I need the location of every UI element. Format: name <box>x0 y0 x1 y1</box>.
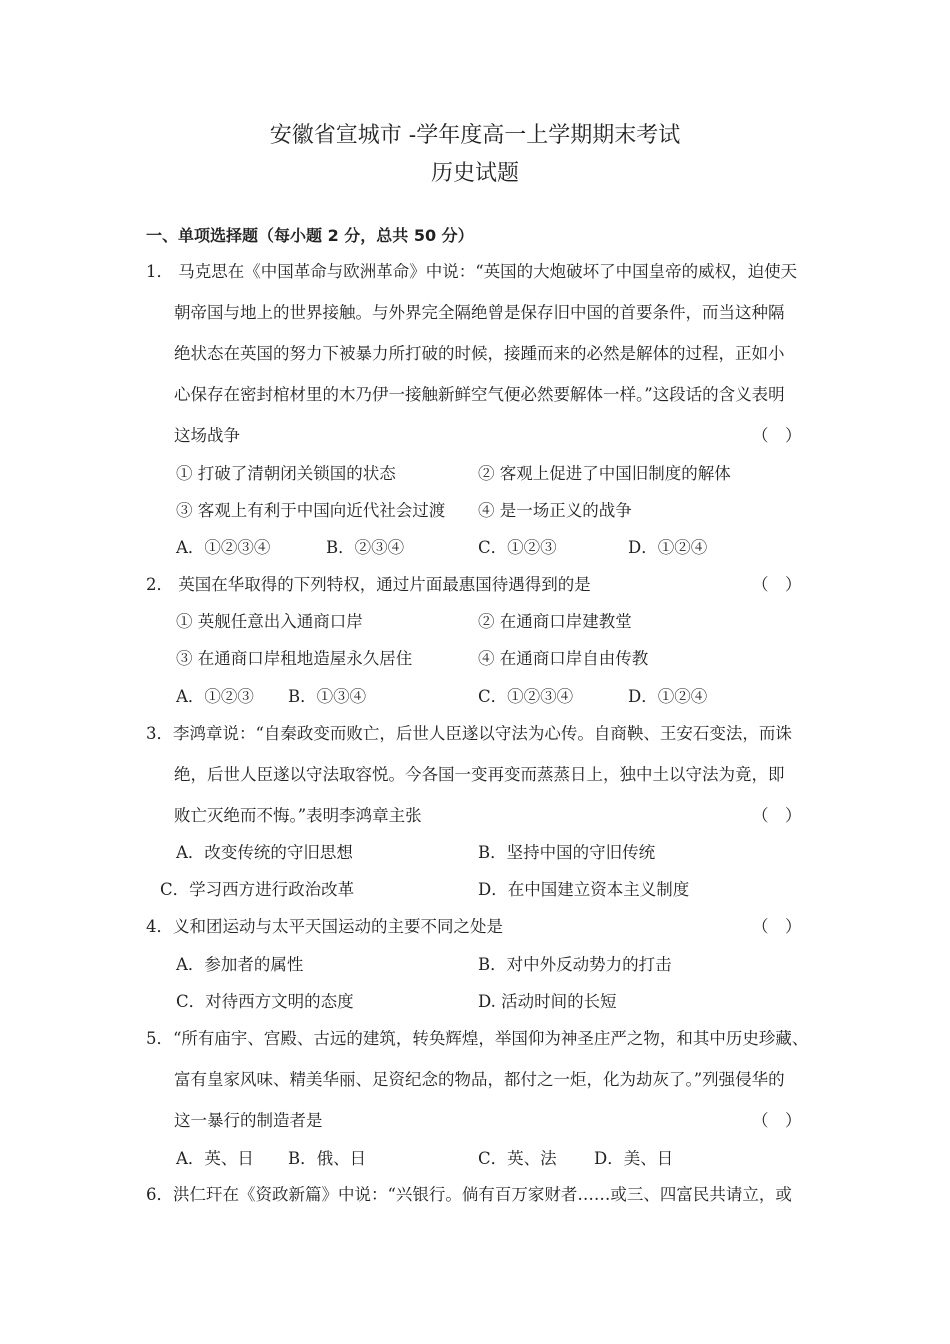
q1-item-1: ① 打破了清朝闭关锁国的状态 <box>176 464 396 483</box>
q3-line-1: 3．李鸿章说：“自秦政变而败亡，后世人臣遂以守法为心传。自商鞅、王安石变法，而诛 <box>146 724 792 743</box>
q3-line-2: 绝，后世人臣遂以守法取容悦。今各国一变再变而蒸蒸日上，独中土以守法为竟，即 <box>174 765 785 784</box>
q3-option-d: D．在中国建立资本主义制度 <box>478 880 690 899</box>
q1-line-4: 心保存在密封棺材里的木乃伊一接触新鲜空气便必然要解体一样。”这段话的含义表明 <box>174 385 785 404</box>
q1-option-b: B．②③④ <box>326 538 405 557</box>
q5-option-b: B．俄、日 <box>288 1149 367 1168</box>
q2-answer-paren: （ ） <box>752 575 802 594</box>
q4-answer-paren: （ ） <box>752 917 802 936</box>
q2-option-c: C．①②③④ <box>478 687 574 706</box>
q2-option-b: B．①③④ <box>288 687 367 706</box>
exam-title: 安徽省宣城市 -学年度高一上学期期末考试 <box>269 123 681 148</box>
q3-option-b: B．坚持中国的守旧传统 <box>478 843 656 862</box>
q1-line-1: 1． 马克思在《中国革命与欧洲革命》中说：“英国的大炮破坏了中国皇帝的威权，迫使天 <box>146 262 798 281</box>
q3-answer-paren: （ ） <box>752 806 802 825</box>
q1-item-4: ④ 是一场正义的战争 <box>478 501 632 520</box>
q3-option-a: A．改变传统的守旧思想 <box>176 843 353 862</box>
q2-item-2: ② 在通商口岸建教堂 <box>478 612 632 631</box>
q5-option-c: C．英、法 <box>478 1149 557 1168</box>
q1-item-2: ② 客观上促进了中国旧制度的解体 <box>478 464 731 483</box>
q5-option-a: A．英、日 <box>176 1149 254 1168</box>
q4-option-c: C．对待西方文明的态度 <box>176 992 354 1011</box>
q1-line-2: 朝帝国与地上的世界接触。与外界完全隔绝曾是保存旧中国的首要条件，而当这种隔 <box>174 303 785 322</box>
section-heading: 一、单项选择题（每小题 2 分，总共 50 分） <box>146 226 474 245</box>
q5-line-1: 5．“所有庙宇、宫殿、古远的建筑，转奂辉煌，举国仰为神圣庄严之物，和其中历史珍藏、 <box>146 1029 809 1048</box>
q1-option-d: D．①②④ <box>628 538 708 557</box>
q1-line-5: 这场战争 <box>174 426 240 445</box>
q1-answer-paren: （ ） <box>752 426 802 445</box>
q2-stem: 2． 英国在华取得的下列特权，通过片面最惠国待遇得到的是 <box>146 575 591 594</box>
q1-option-c: C．①②③ <box>478 538 557 557</box>
q2-item-4: ④ 在通商口岸自由传教 <box>478 649 649 668</box>
q2-option-a: A．①②③ <box>176 687 254 706</box>
q5-line-2: 富有皇家风味、精美华丽、足资纪念的物品，都付之一炬，化为劫灰了。”列强侵华的 <box>174 1070 785 1089</box>
q3-option-c: C．学习西方进行政治改革 <box>160 880 355 899</box>
q1-line-3: 绝状态在英国的努力下被暴力所打破的时候，接踵而来的必然是解体的过程，正如小 <box>174 344 785 363</box>
q5-option-d: D．美、日 <box>594 1149 674 1168</box>
q3-line-3: 败亡灭绝而不悔。”表明李鸿章主张 <box>174 806 422 825</box>
q4-option-a: A．参加者的属性 <box>176 955 304 974</box>
q5-line-3: 这一暴行的制造者是 <box>174 1111 323 1130</box>
q2-option-d: D．①②④ <box>628 687 708 706</box>
q4-stem: 4．义和团运动与太平天国运动的主要不同之处是 <box>146 917 503 936</box>
exam-subtitle: 历史试题 <box>430 161 519 186</box>
q2-item-3: ③ 在通商口岸租地造屋永久居住 <box>176 649 413 668</box>
q2-item-1: ① 英舰任意出入通商口岸 <box>176 612 363 631</box>
q5-answer-paren: （ ） <box>752 1111 802 1130</box>
q4-option-d: D. 活动时间的长短 <box>478 992 617 1011</box>
q1-item-3: ③ 客观上有利于中国向近代社会过渡 <box>176 501 446 520</box>
q1-option-a: A．①②③④ <box>176 538 271 557</box>
q6-line-1: 6．洪仁玕在《资政新篇》中说：“兴银行。倘有百万家财者……或三、四富民共请立，或 <box>146 1185 792 1204</box>
q4-option-b: B．对中外反动势力的打击 <box>478 955 672 974</box>
